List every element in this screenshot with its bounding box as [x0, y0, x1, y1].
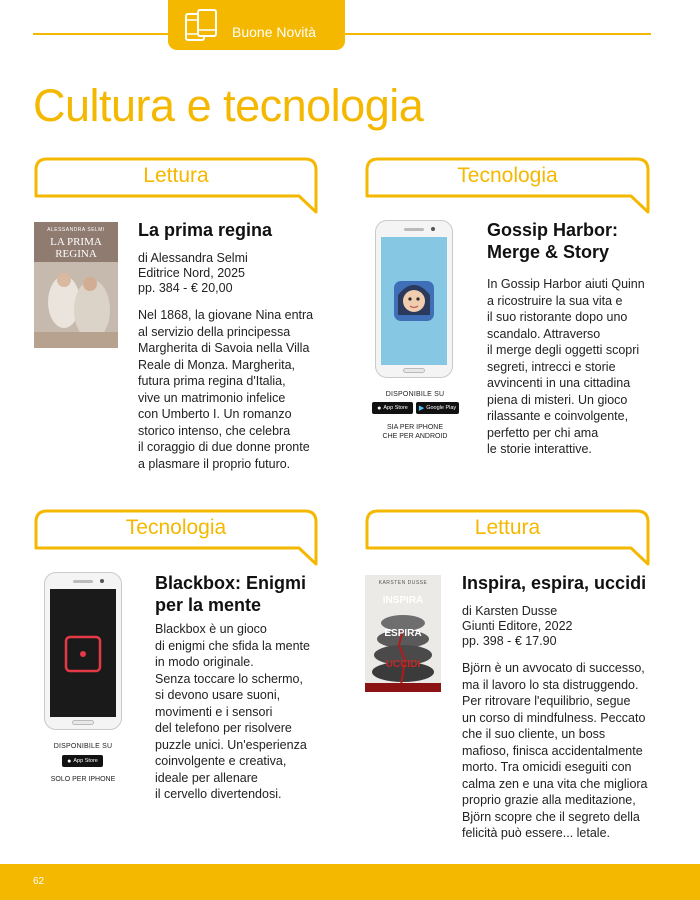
badge-label: Google Play: [426, 405, 457, 411]
phone-home-button: [403, 368, 425, 373]
badge-label: App Store: [383, 405, 408, 411]
phone-mockup: [375, 220, 453, 378]
tab-label: Buone Novità: [232, 24, 317, 40]
title-line: La prima regina: [138, 220, 273, 240]
desc-line: morto. Tra omicidi eseguiti con: [462, 760, 632, 774]
app-store-badge[interactable]: [372, 402, 413, 414]
cover-title-line: ESPIRA: [384, 628, 422, 639]
desc-line: calma zen e una vita che migliora: [462, 776, 648, 791]
phone-mockup: [44, 572, 122, 730]
desc-line: rilassante e coinvolgente,: [487, 409, 629, 423]
desc-line: un corso di mindfulness. Peccato: [462, 710, 646, 725]
desc-line: Björn è un avvocato di successo,: [462, 661, 645, 675]
google-play-badge[interactable]: [416, 402, 459, 414]
desc-line: il merge degli oggetti scopri: [487, 343, 640, 357]
book-cover-inspira-espira-uccidi[interactable]: [365, 575, 441, 692]
desc-line: felicità può essere... letale.: [462, 826, 610, 840]
desc-line: coinvolgente e creativa,: [155, 754, 287, 768]
devices-icon: [184, 8, 222, 42]
desc-line: storico intenso, che celebra: [138, 423, 291, 438]
phone-speaker: [73, 580, 93, 583]
desc-line: mafioso, finisca accidentalmente: [462, 743, 643, 758]
desc-line: in modo originale.: [155, 655, 254, 669]
product-title: [462, 572, 646, 594]
phone-screen: [50, 589, 116, 717]
cover-title-line: REGINA: [55, 248, 97, 260]
app-store-badge[interactable]: [62, 755, 103, 767]
phone-speaker: [404, 228, 424, 231]
category-bubble-lettura: [33, 156, 319, 216]
available-label: DISPONIBILE SU: [385, 391, 445, 398]
title-line: Inspira, espira, uccidi: [462, 573, 647, 593]
badge-label: App Store: [73, 758, 98, 764]
phone-camera: [100, 579, 104, 583]
desc-line: con Umberto I. Un romanzo: [138, 407, 292, 421]
desc-line: proprio grazie alla meditazione,: [462, 793, 636, 807]
book-publisher: Editrice Nord, 2025: [138, 266, 246, 280]
title-line: Merge & Story: [487, 242, 610, 262]
app-icon-gossip-harbor[interactable]: [381, 237, 447, 365]
desc-line: si devono usare suoni,: [155, 688, 281, 702]
desc-line: al servizio della principessa: [138, 324, 291, 339]
play-icon: ▶: [418, 405, 425, 412]
phone-home-button: [72, 720, 94, 725]
platform-line: SOLO PER IPHONE: [50, 776, 116, 783]
desc-line: che il suo cliente, un boss: [462, 727, 606, 741]
desc-line: vive un matrimonio infelice: [138, 390, 286, 405]
product-description: [487, 276, 645, 458]
desc-line: puzzle unici. Un'esperienza: [155, 737, 307, 752]
desc-line: Björn scopre che il segreto della: [462, 809, 640, 824]
desc-line: piena di misteri. Un gioco: [487, 392, 628, 407]
apple-icon: ●: [67, 757, 72, 765]
desc-line: ideale per allenare: [155, 770, 258, 785]
title-line: Blackbox: Enigmi: [155, 573, 307, 593]
book-author: di Karsten Dusse: [462, 604, 558, 618]
page-title: Cultura e tecnologia: [33, 80, 424, 131]
desc-line: il suo ristorante dopo uno: [487, 310, 628, 324]
book-cover-la-prima-regina[interactable]: [34, 222, 118, 348]
product-description: [138, 307, 313, 472]
phone-screen: [381, 237, 447, 365]
product-title: [487, 219, 618, 263]
desc-line: movimenti e i sensori: [155, 704, 273, 719]
title-line: per la mente: [155, 595, 262, 615]
category-label: Lettura: [474, 516, 541, 539]
apple-icon: ●: [377, 404, 382, 412]
category-label: Tecnologia: [125, 516, 227, 539]
product-description: [155, 621, 310, 803]
desc-line: Reale di Monza. Margherita,: [138, 357, 296, 372]
product-description: [462, 660, 648, 842]
book-publisher: Giunti Editore, 2022: [462, 619, 573, 633]
desc-line: segreti, intrecci e storie: [487, 359, 616, 374]
cover-title-line: UCCIDI: [385, 659, 421, 670]
platform-line: SIA PER IPHONE: [386, 424, 444, 431]
desc-line: del telefono per risolvere: [155, 721, 292, 735]
desc-line: Nel 1868, la giovane Nina entra: [138, 308, 314, 322]
desc-line: avvincenti in una cittadina: [487, 376, 631, 390]
section-tab: [168, 0, 345, 50]
desc-line: a ricostruire la sua vita e: [487, 293, 623, 308]
page-number: 62: [33, 876, 45, 887]
desc-line: In Gossip Harbor aiuti Quinn: [487, 277, 645, 291]
category-bubble-lettura: [364, 508, 651, 568]
category-label: Tecnologia: [457, 164, 558, 187]
phone-camera: [431, 227, 435, 231]
category-bubble-tecnologia: [33, 508, 319, 568]
footer-bar: [0, 864, 700, 900]
desc-line: futura prima regina d'Italia,: [138, 374, 286, 388]
app-icon-blackbox[interactable]: [50, 589, 116, 717]
book-author: di Alessandra Selmi: [138, 251, 248, 265]
book-price: pp. 398 - € 17.90: [462, 634, 557, 648]
desc-line: il cervello divertendosi.: [155, 787, 282, 801]
desc-line: il coraggio di due donne pronte: [138, 440, 310, 454]
cover-title-line: INSPIRA: [382, 595, 424, 606]
product-title: [155, 572, 306, 616]
available-label: DISPONIBILE SU: [53, 743, 113, 750]
desc-line: a plasmare il proprio futuro.: [138, 456, 291, 471]
desc-line: Blackbox è un gioco: [155, 622, 267, 636]
book-meta: [462, 604, 573, 649]
desc-line: scandalo. Attraverso: [487, 326, 601, 341]
book-price: pp. 384 - € 20,00: [138, 281, 233, 295]
platform-line: CHE PER ANDROID: [382, 433, 448, 440]
cover-title-line: LA PRIMA: [50, 236, 102, 248]
category-label: Lettura: [143, 164, 209, 187]
desc-line: Senza toccare lo schermo,: [155, 671, 303, 686]
desc-line: Margherita di Savoia nella Villa: [138, 341, 310, 355]
platform-note: [38, 775, 128, 784]
desc-line: le storie interattive.: [487, 442, 592, 456]
category-bubble-tecnologia: [364, 156, 651, 216]
title-line: Gossip Harbor:: [487, 220, 619, 240]
desc-line: perfetto per chi ama: [487, 425, 599, 440]
header-rule-left: [33, 33, 168, 35]
cover-author: ALESSANDRA SELMI: [47, 227, 105, 233]
desc-line: ma il lavoro lo sta distruggendo.: [462, 677, 639, 692]
desc-line: Per ritrovare l'equilibrio, segue: [462, 694, 631, 708]
product-title: [138, 219, 272, 241]
desc-line: di enigmi che sfida la mente: [155, 638, 310, 653]
header-rule-right: [345, 33, 651, 35]
platform-note: [370, 423, 460, 441]
cover-author: KARSTEN DUSSE: [378, 580, 428, 586]
book-meta: [138, 251, 248, 296]
